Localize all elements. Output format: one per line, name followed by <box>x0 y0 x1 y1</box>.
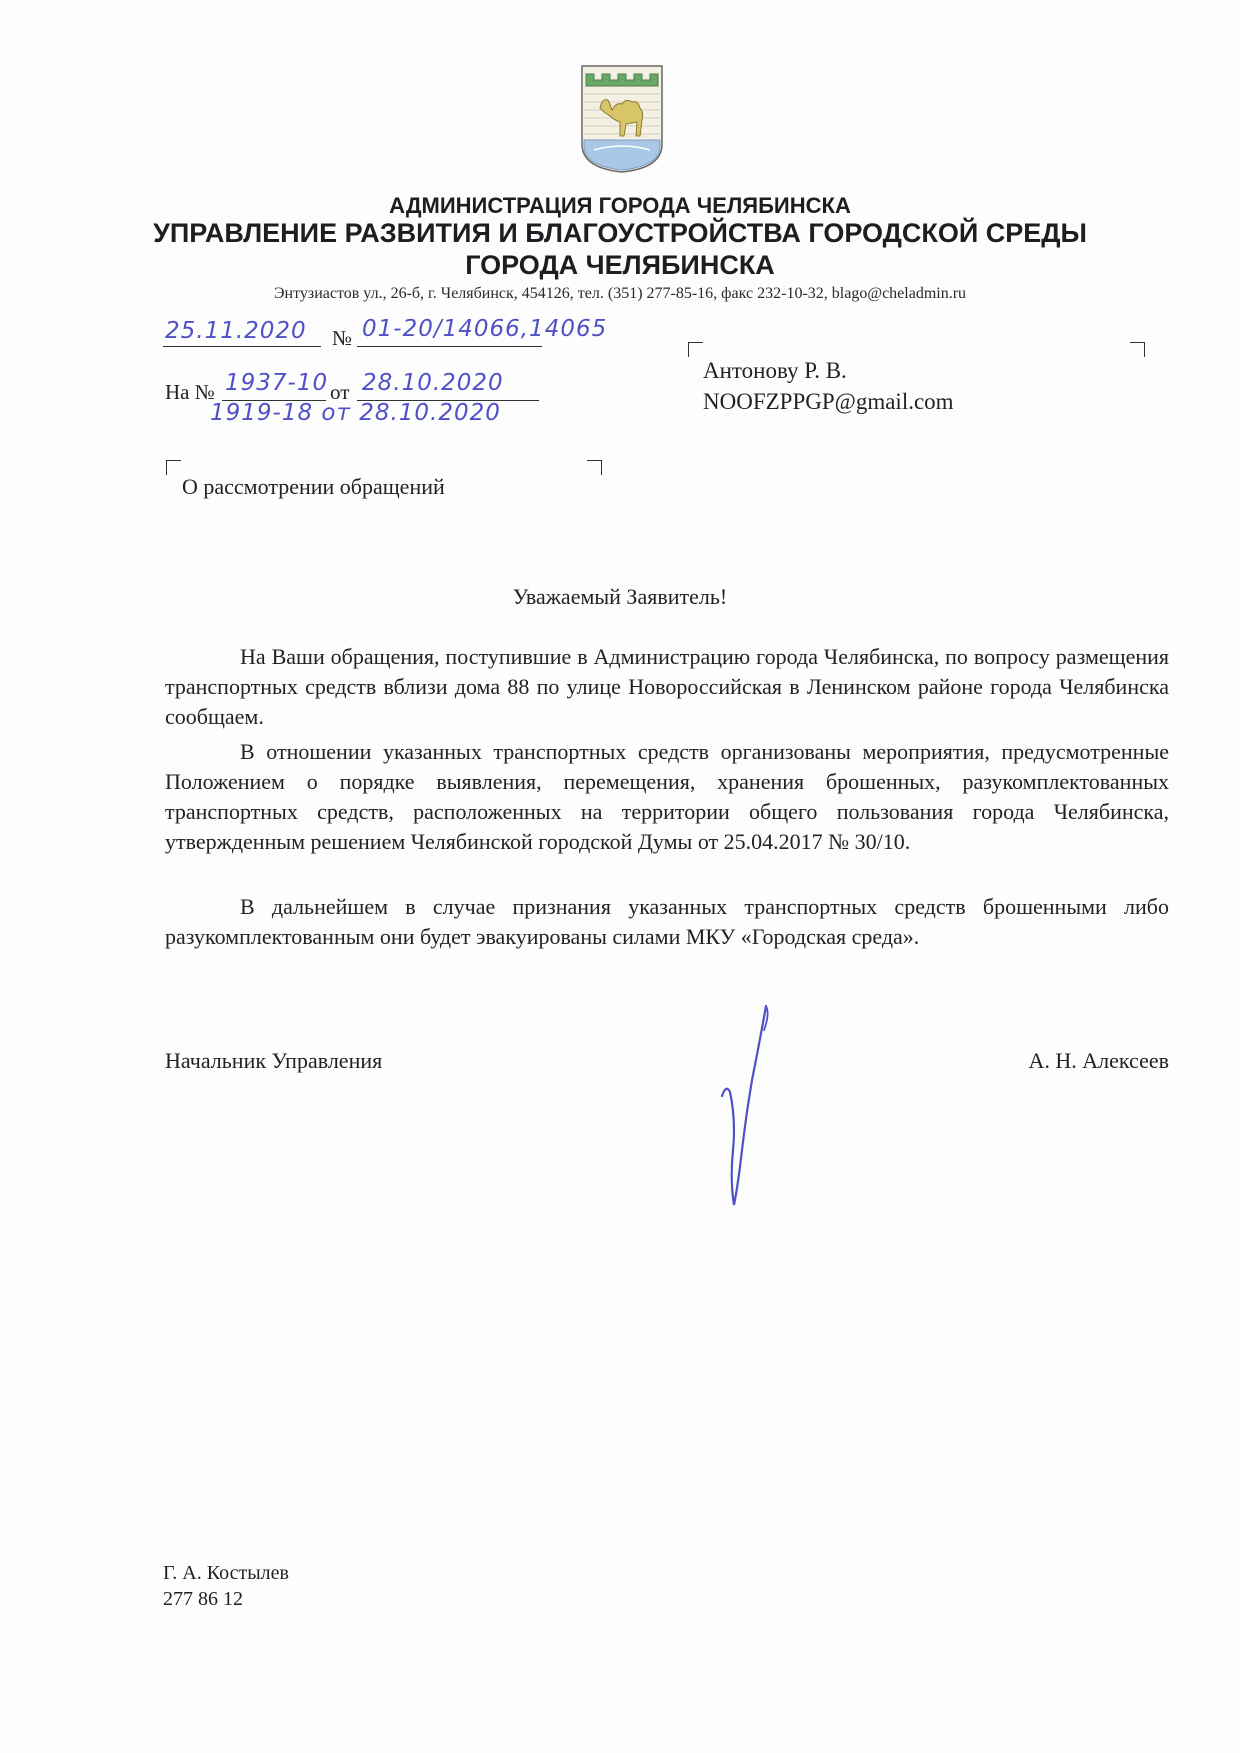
executor-phone: 277 86 12 <box>163 1588 243 1610</box>
reply-to-number: 1937-10 <box>225 370 329 396</box>
number-label: № <box>332 326 353 350</box>
reply-to-date: 28.10.2020 <box>362 370 504 396</box>
body-paragraph-2: В отношении указанных транспортных средств организованы мероприятия, предусмотренные Положением о порядке выявления, перемещения, хранения брошенных, разукомплектованных транспортных средств, расположенных на территории общего пользования города Челябинска, утвержденным решением Челябинской городской Думы от 25.04.2017 № 30/10. <box>165 739 1169 854</box>
addressee-name: Антонову Р. В. <box>703 358 847 383</box>
registration-number: 01-20/14066,14065 <box>362 316 608 342</box>
subject-line: О рассмотрении обращений <box>182 474 445 499</box>
org-name-line-1: УПРАВЛЕНИЕ РАЗВИТИЯ И БЛАГОУСТРОЙСТВА ГОРОДСКОЙ СРЕДЫ <box>153 218 1087 248</box>
from-label: от <box>330 380 350 404</box>
org-address: Энтузиастов ул., 26-б, г. Челябинск, 454126, тел. (351) 277-85-16, факс 232-10-32, blago@cheladmin.ru <box>273 285 967 302</box>
executor-name: Г. А. Костылев <box>163 1562 289 1584</box>
addressee-corner-left <box>688 342 703 357</box>
body-paragraph-1: На Ваши обращения, поступившие в Администрацию города Челябинска, по вопросу размещения транспортных средств вблизи дома 88 по улице Новороссийская в Ленинском районе города Челябинска сообщаем. <box>165 644 1169 729</box>
org-name-line-2: ГОРОДА ЧЕЛЯБИНСКА <box>465 250 775 280</box>
org-parent-name: АДМИНИСТРАЦИЯ ГОРОДА ЧЕЛЯБИНСКА <box>389 193 851 218</box>
subject-corner-left <box>166 460 181 475</box>
reply-to-label: На № <box>165 380 215 404</box>
handwritten-signature-icon <box>700 1000 790 1215</box>
salutation: Уважаемый Заявитель! <box>512 584 728 609</box>
addressee-corner-right <box>1130 342 1145 357</box>
date-underline <box>163 346 321 347</box>
coat-of-arms-icon <box>580 64 664 174</box>
addressee-email: NOOFZPPGP@gmail.com <box>703 389 954 414</box>
subject-corner-right <box>587 460 602 475</box>
number-underline <box>357 346 542 347</box>
body-paragraph-3: В дальнейшем в случае признания указанных транспортных средств брошенными либо разукомплектованным они будет эвакуированы силами МКУ «Городская среда». <box>165 894 1169 949</box>
registration-date: 25.11.2020 <box>165 318 307 344</box>
signatory-name: А. Н. Алексеев <box>1028 1048 1169 1073</box>
reply-to-second: 1919-18 от 28.10.2020 <box>210 400 501 426</box>
signatory-position: Начальник Управления <box>165 1048 383 1073</box>
